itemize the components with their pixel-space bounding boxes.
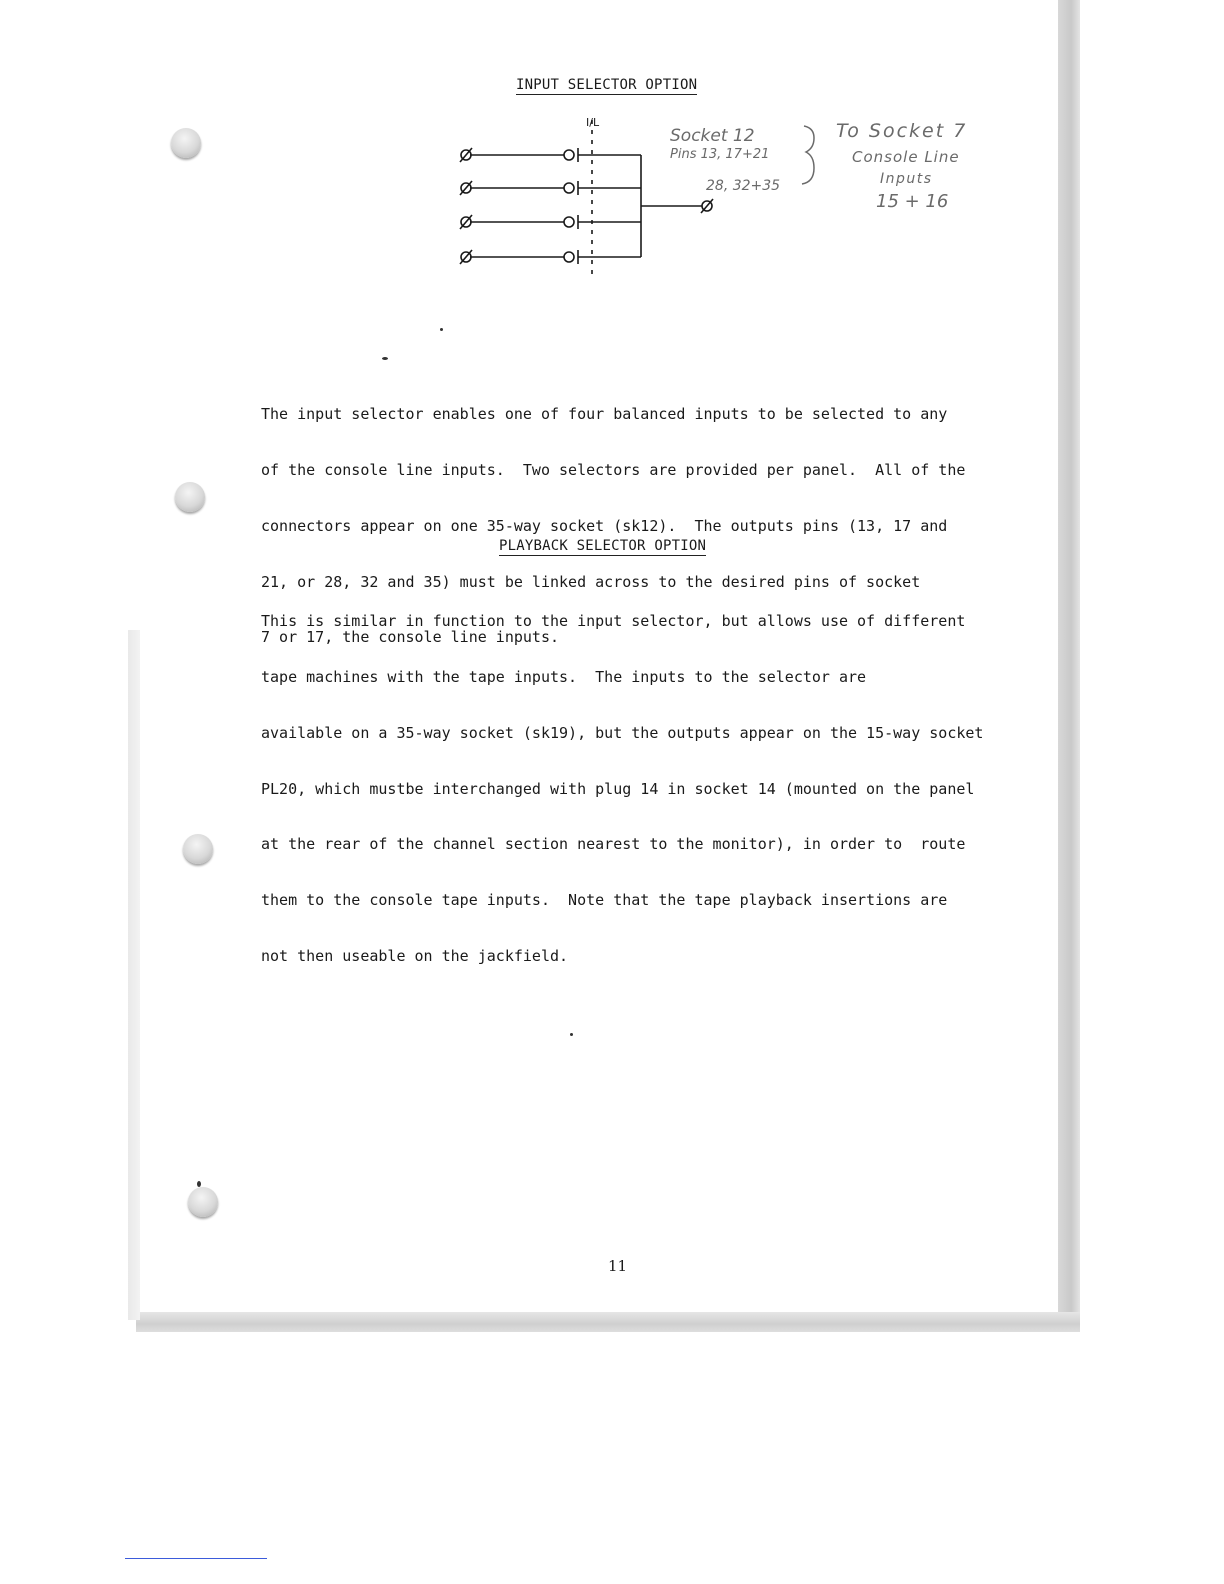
text-line: at the rear of the channel section nearest to the monitor), in order to route [261, 835, 966, 854]
handwritten-note-pin-numbers: 15 + 16 [876, 191, 949, 212]
text-line: 7 or 17, the console line inputs. [261, 628, 560, 647]
text-line: connectors appear on one 35-way socket (sk12). The outputs pins (13, 17 and [261, 516, 948, 535]
speck [382, 357, 388, 360]
switch-label: I/L [586, 116, 600, 129]
handwritten-brace [800, 120, 830, 190]
binder-hole-2 [175, 482, 205, 512]
speck [197, 1181, 201, 1187]
text-line: 21, or 28, 32 and 35) must be linked across to the desired pins of socket [261, 572, 921, 591]
binder-hole-4 [188, 1187, 218, 1217]
playback-selector-description [261, 572, 1031, 984]
binder-hole-3 [183, 834, 213, 864]
contact-2 [564, 183, 574, 193]
contact-3 [564, 217, 574, 227]
handwritten-note-console-line: Console Line [852, 148, 960, 166]
input-terminal-2 [460, 181, 472, 195]
contact-4 [564, 252, 574, 262]
text-line: not then useable on the jackfield. [261, 946, 569, 965]
text-line: of the console line inputs. Two selectors are provided per panel. All of the [261, 460, 966, 479]
input-terminal-3 [460, 215, 472, 229]
handwritten-note-pins: Pins 13, 17+21 [670, 147, 770, 162]
handwritten-note-to-socket: To Socket 7 [836, 120, 968, 142]
text-line: The input selector enables one of four balanced inputs to be selected to any [261, 405, 948, 424]
text-line: PL20, which mustbe interchanged with plug 14 in socket 14 (mounted on the panel [261, 779, 975, 798]
text-line: available on a 35-way socket (sk19), but the outputs appear on the 15-way socket [261, 723, 984, 742]
speck [440, 328, 443, 331]
binder-hole-1 [171, 128, 201, 158]
input-terminal-4 [460, 250, 472, 264]
page-number: 11 [608, 1257, 628, 1275]
speck [570, 1033, 573, 1036]
contact-1 [564, 150, 574, 160]
handwritten-note-pins-2: 28, 32+35 [706, 178, 781, 194]
section-heading-input-selector: INPUT SELECTOR OPTION [516, 77, 698, 93]
scan-shadow-bottom [136, 1312, 1080, 1332]
scan-shadow-right [1058, 0, 1080, 1330]
text-line: This is similar in function to the input selector, but allows use of different [261, 612, 966, 631]
section-heading-playback-selector: PLAYBACK SELECTOR OPTION [499, 538, 707, 554]
bottom-link-line [125, 1558, 267, 1559]
handwritten-note-socket: Socket 12 [670, 126, 755, 146]
text-line: them to the console tape inputs. Note that the tape playback insertions are [261, 891, 948, 910]
handwritten-note-inputs: Inputs [880, 171, 933, 187]
output-terminal [701, 199, 713, 213]
scan-shadow-left [128, 630, 140, 1320]
text-line: tape machines with the tape inputs. The inputs to the selector are [261, 667, 867, 686]
input-terminal-1 [460, 148, 472, 162]
